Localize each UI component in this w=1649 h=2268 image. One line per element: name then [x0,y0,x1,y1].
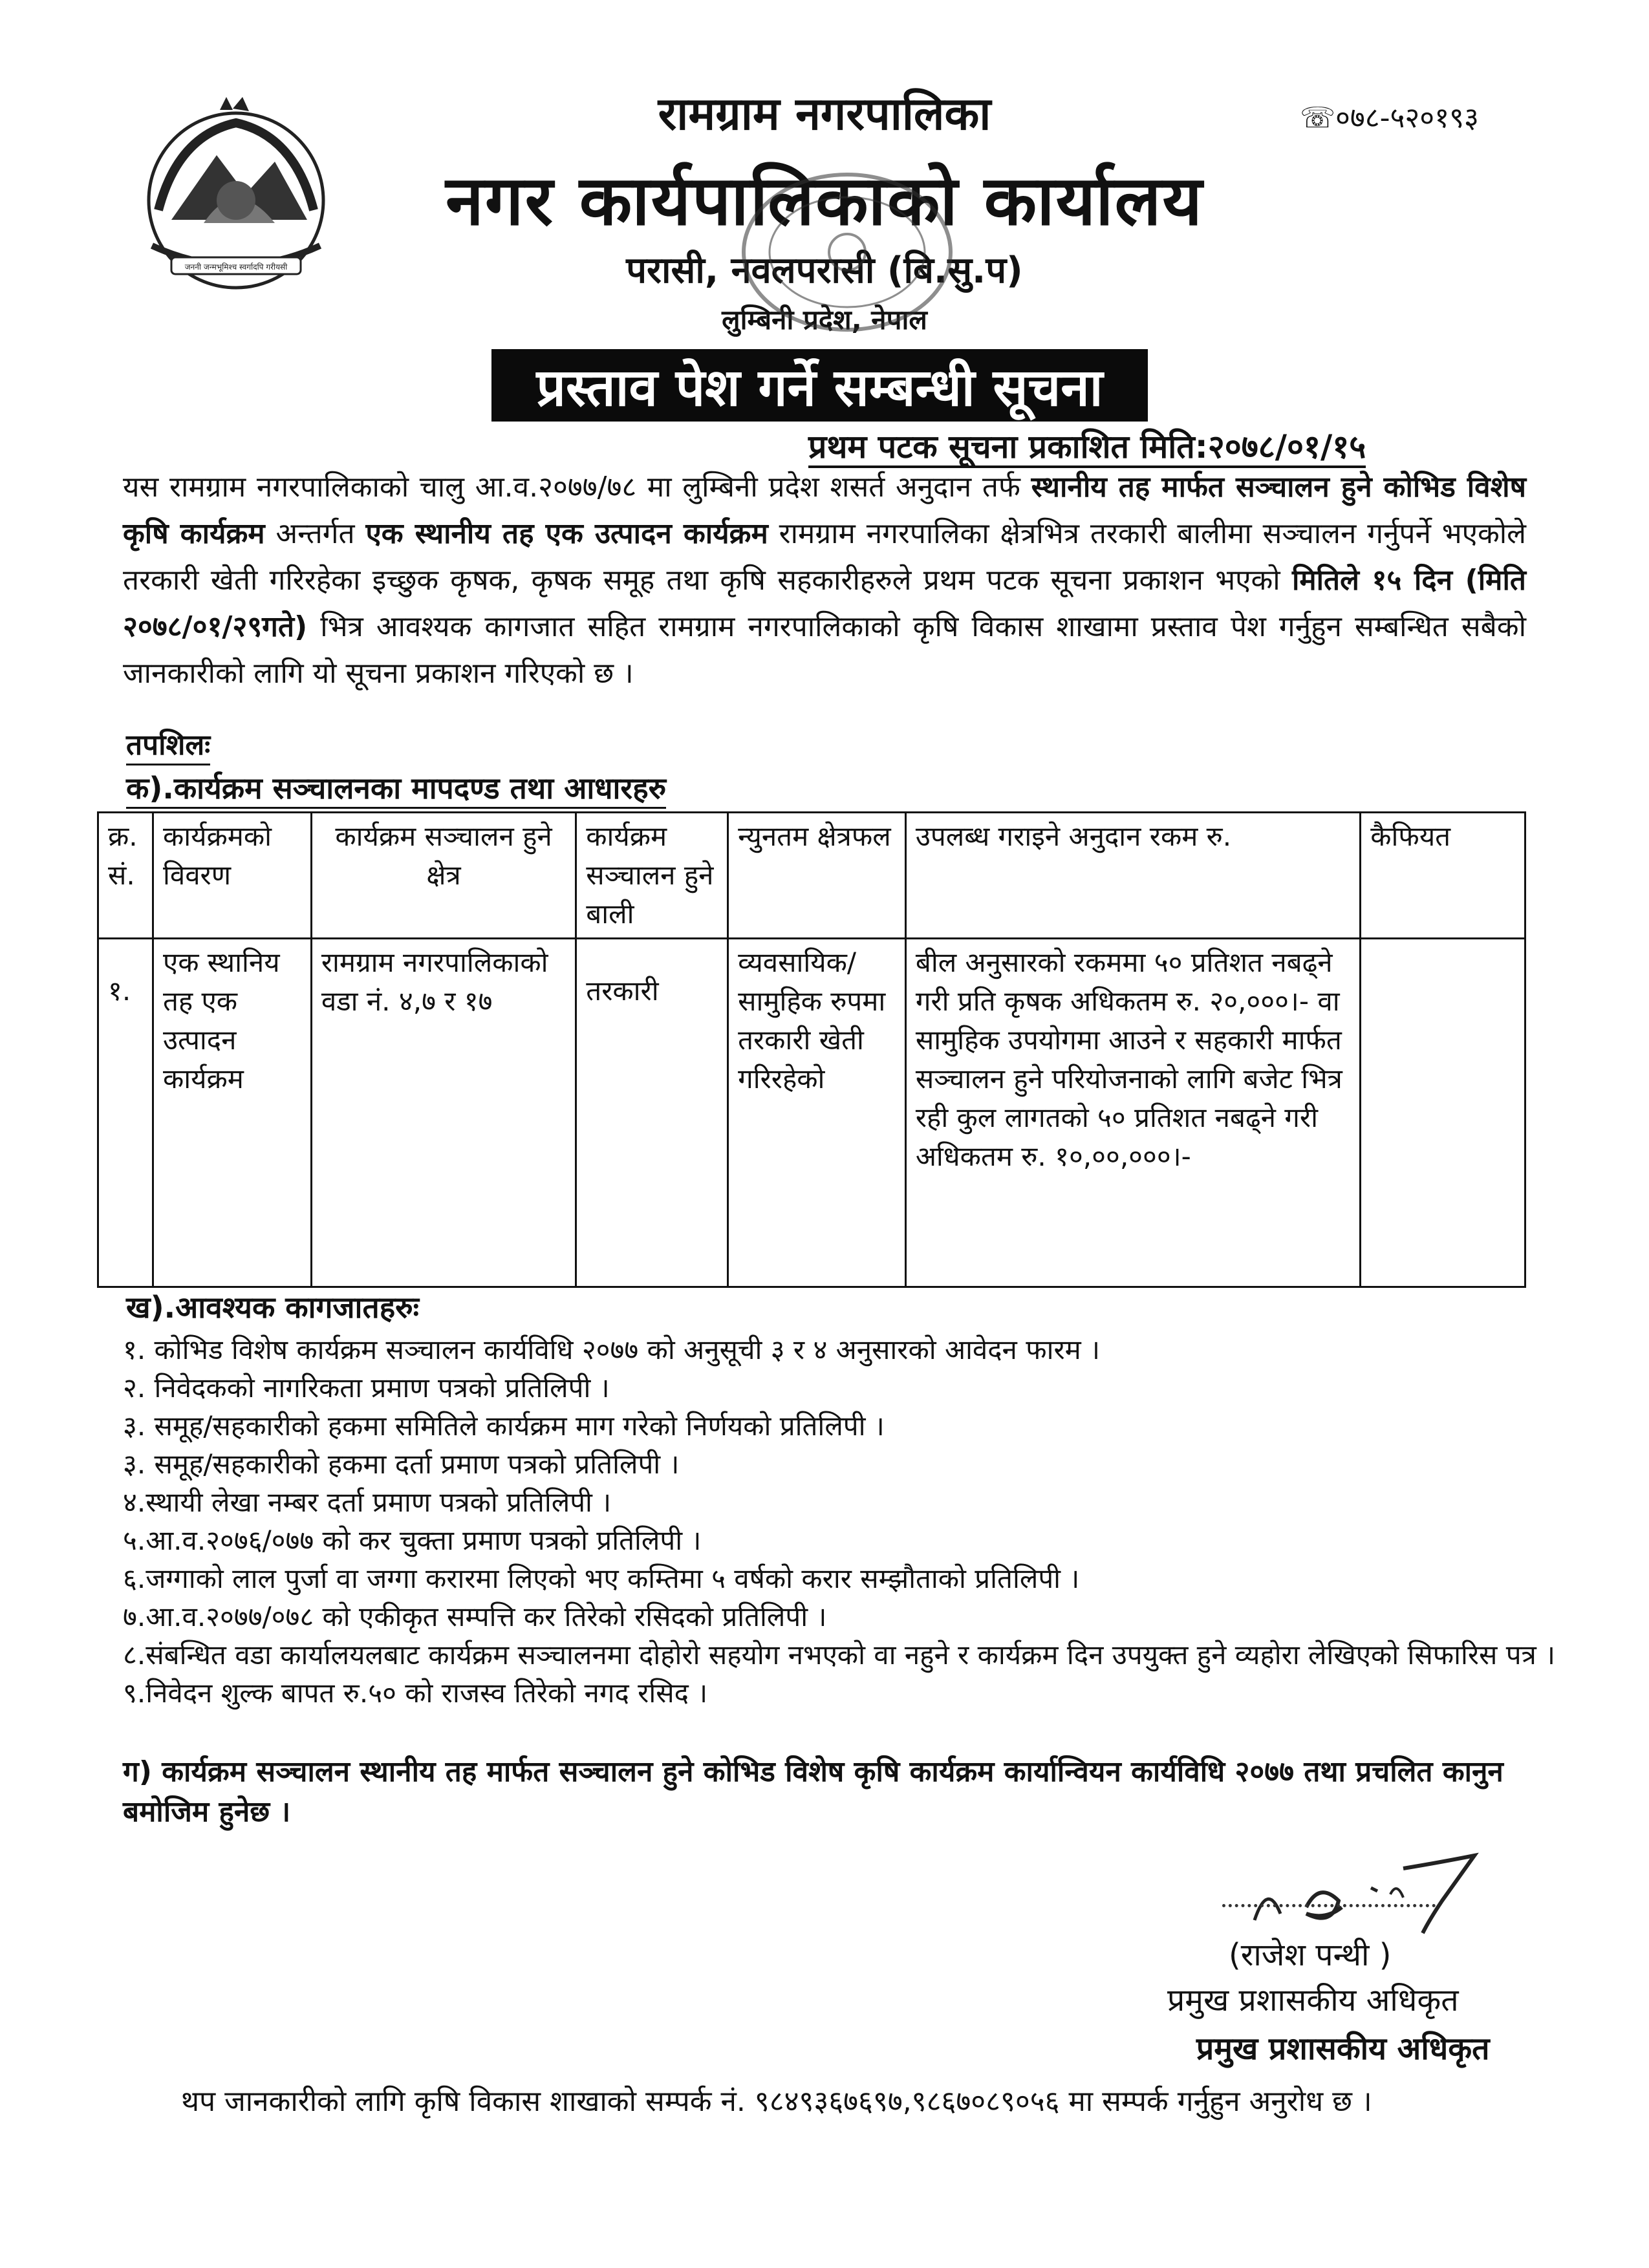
cell-area: रामग्राम नगरपालिकाको वडा नं. ४,७ र १७ [311,939,576,1287]
intro-text-2: अन्तर्गत [275,517,355,550]
col-header-remarks: कैफियत [1361,813,1525,939]
list-item: ९.निवेदन शुल्क बापत रु.५० को राजस्व तिरेको नगद रसिद । [123,1677,708,1709]
phone-icon: ☏ [1300,102,1336,134]
list-item: ८.संबन्धित वडा कार्यालयलबाट कार्यक्रम सञ्चालनमा दोहोरो सहयोग नभएको वा नहुने र कार्यक्रम दिन उपयुक्त हुने व्यहोरा लेखिएको सिफारिस पत्र । [123,1639,1556,1671]
phone-value: ०७८-५२०१९३ [1335,102,1479,134]
contact-footer: थप जानकारीको लागि कृषि विकास शाखाको सम्पर्क नं. ९८४९३६७६९७,९८६७०८९०५६ मा सम्पर्क गर्नुहुन अनुरोध छ । [181,2085,1372,2118]
col-header-program: कार्यक्रमको विवरण [153,813,311,939]
signatory-title-stamp: प्रमुख प्रशासकीय अधिकृत [1196,2031,1490,2067]
table-row [98,939,1525,1287]
col-header-area: कार्यक्रम सञ्चालन हुने क्षेत्र [311,813,576,939]
cell-remarks [1361,939,1525,1287]
intro-text-4: भित्र आवश्यक कागजात सहित रामग्राम नगरपालिकाको कृषि विकास शाखामा प्रस्ताव पेश गर्नुहुन सम्बन्धित सबैको जानकारीको लागि यो सूचना प्रकाशन गरिएको छ । [123,610,1526,690]
list-item: २. निवेदकको नागरिकता प्रमाण पत्रको प्रतिलिपी । [123,1372,610,1404]
col-header-sn: क्र. सं. [98,813,153,939]
list-item: १. कोभिड विशेष कार्यक्रम सञ्चालन कार्यविधि २०७७ को अनुसूची ३ र ४ अनुसारको आवेदन फारम । [123,1334,1101,1365]
intro-bold-1: स्थानीय तह मार्फत सञ्चालन हुने कोभिड विशेष कृषि कार्यक्रम [123,471,1526,550]
cell-crop: तरकारी [576,939,728,1287]
list-item: ३. समूह/सहकारीको हकमा दर्ता प्रमाण पत्रको प्रतिलिपी । [123,1448,680,1480]
col-header-grant: उपलब्ध गराइने अनुदान रकम रु. [905,813,1360,939]
emblem-motto: जननी जन्मभूमिश्च स्वर्गादपि गरीयसी [184,262,288,272]
cell-grant: बील अनुसारको रकममा ५० प्रतिशत नबढ्ने गरी प्रति कृषक अधिकतम रु. २०,०००।- वा सामुहिक उपयोगमा आउने र सहकारी मार्फत सञ्चालन हुने परियोजनाको लागि बजेट भित्र रही कुल लागतको ५० प्रतिशत नबढ्ने गरी अधिकतम रु. १०,००,०००।- [905,939,1360,1287]
col-header-min-area: न्युनतम क्षेत्रफल [728,813,906,939]
list-item: ६.जग्गाको लाल पुर्जा वा जग्गा करारमा लिएको भए कम्तिमा ५ वर्षको करार सम्झौताको प्रतिलिपी । [123,1563,1080,1594]
cell-min-area: व्यवसायिक/ सामुहिक रुपमा तरकारी खेती गरिरहेको [728,939,906,1287]
list-item: ४.स्थायी लेखा नम्बर दर्ता प्रमाण पत्रको प्रतिलिपी । [123,1486,612,1518]
intro-bold-2: एक स्थानीय तह एक उत्पादन कार्यक्रम [365,517,768,550]
list-item: ७.आ.व.२०७७/०७८ को एकीकृत सम्पत्ति कर तिरेको रसिदको प्रतिलिपी । [123,1601,827,1632]
phone-number [1300,97,1479,136]
notice-title-banner: प्रस्ताव पेश गर्ने सम्बन्धी सूचना [491,349,1148,422]
cell-program: एक स्थानिय तह एक उत्पादन कार्यक्रम [153,939,311,1287]
first-notice-date: २०७८/०१/१५ [1208,428,1366,468]
section-ka-title: क).कार्यक्रम सञ्चालनका मापदण्ड तथा आधारहरु [126,769,666,809]
section-ga-text: ग) कार्यक्रम सञ्चालन स्थानीय तह मार्फत सञ्चालन हुने कोभिड विशेष कृषि कार्यक्रम कार्यान्वियन कार्यविधि २०७७ तथा प्रचलित कानुन बमोजिम हुनेछ । [123,1755,1503,1828]
signatory-title-handwritten: प्रमुख प्रशासकीय अधिकृत [1167,1982,1459,2018]
list-item: ५.आ.व.२०७६/०७७ को कर चुक्ता प्रमाण पत्रको प्रतिलिपी । [123,1524,702,1556]
intro-paragraph [123,464,1526,697]
section-kha-title: ख).आवश्यक कागजातहरुः [126,1290,419,1325]
intro-text-1: यस रामग्राम नगरपालिकाको चालु आ.व.२०७७/७८ मा लुम्बिनी प्रदेश शसर्त अनुदान तर्फ [123,471,1020,504]
intro-bold-3: मितिले १५ दिन (मिति २०७८/०१/२९गते) [123,564,1526,643]
first-notice-line [808,423,1366,467]
criteria-table [97,811,1526,1288]
signatory-name: (राजेश पन्थी ) [1229,1937,1392,1973]
province-name: लुम्बिनी प्रदेश, नेपाल [722,304,927,336]
details-label: तपशिलः [126,727,210,765]
list-item: ३. समूह/सहकारीको हकमा समितिले कार्यक्रम माग गरेको निर्णयको प्रतिलिपी । [123,1410,885,1442]
col-header-crop: कार्यक्रम सञ्चालन हुने बाली [576,813,728,939]
office-stamp-icon [731,155,964,349]
cell-sn: १. [98,939,153,1287]
first-notice-label: प्रथम पटक सूचना प्रकाशित मिति: [808,428,1208,468]
office-address: परासी, नवलपरासी (बि.सु.प) [626,250,1023,292]
table-header-row [98,813,1525,939]
office-name: नगर कार्यपालिकाको कार्यालय [446,161,1203,241]
intro-text-3: रामग्राम नगरपालिका क्षेत्रभित्र तरकारी बालीमा सञ्चालन गर्नुपर्ने भएकोले तरकारी खेती गरिरहेका इच्छुक कृषक, कृषक समूह तथा कृषि सहकारीहरुले प्रथम पटक सूचना प्रकाशन भएको [123,517,1526,597]
signature-icon [1229,1843,1500,1940]
municipality-name: रामग्राम नगरपालिका [658,87,991,140]
signature-line [1222,1904,1436,1907]
required-documents-list [123,1331,1558,1712]
